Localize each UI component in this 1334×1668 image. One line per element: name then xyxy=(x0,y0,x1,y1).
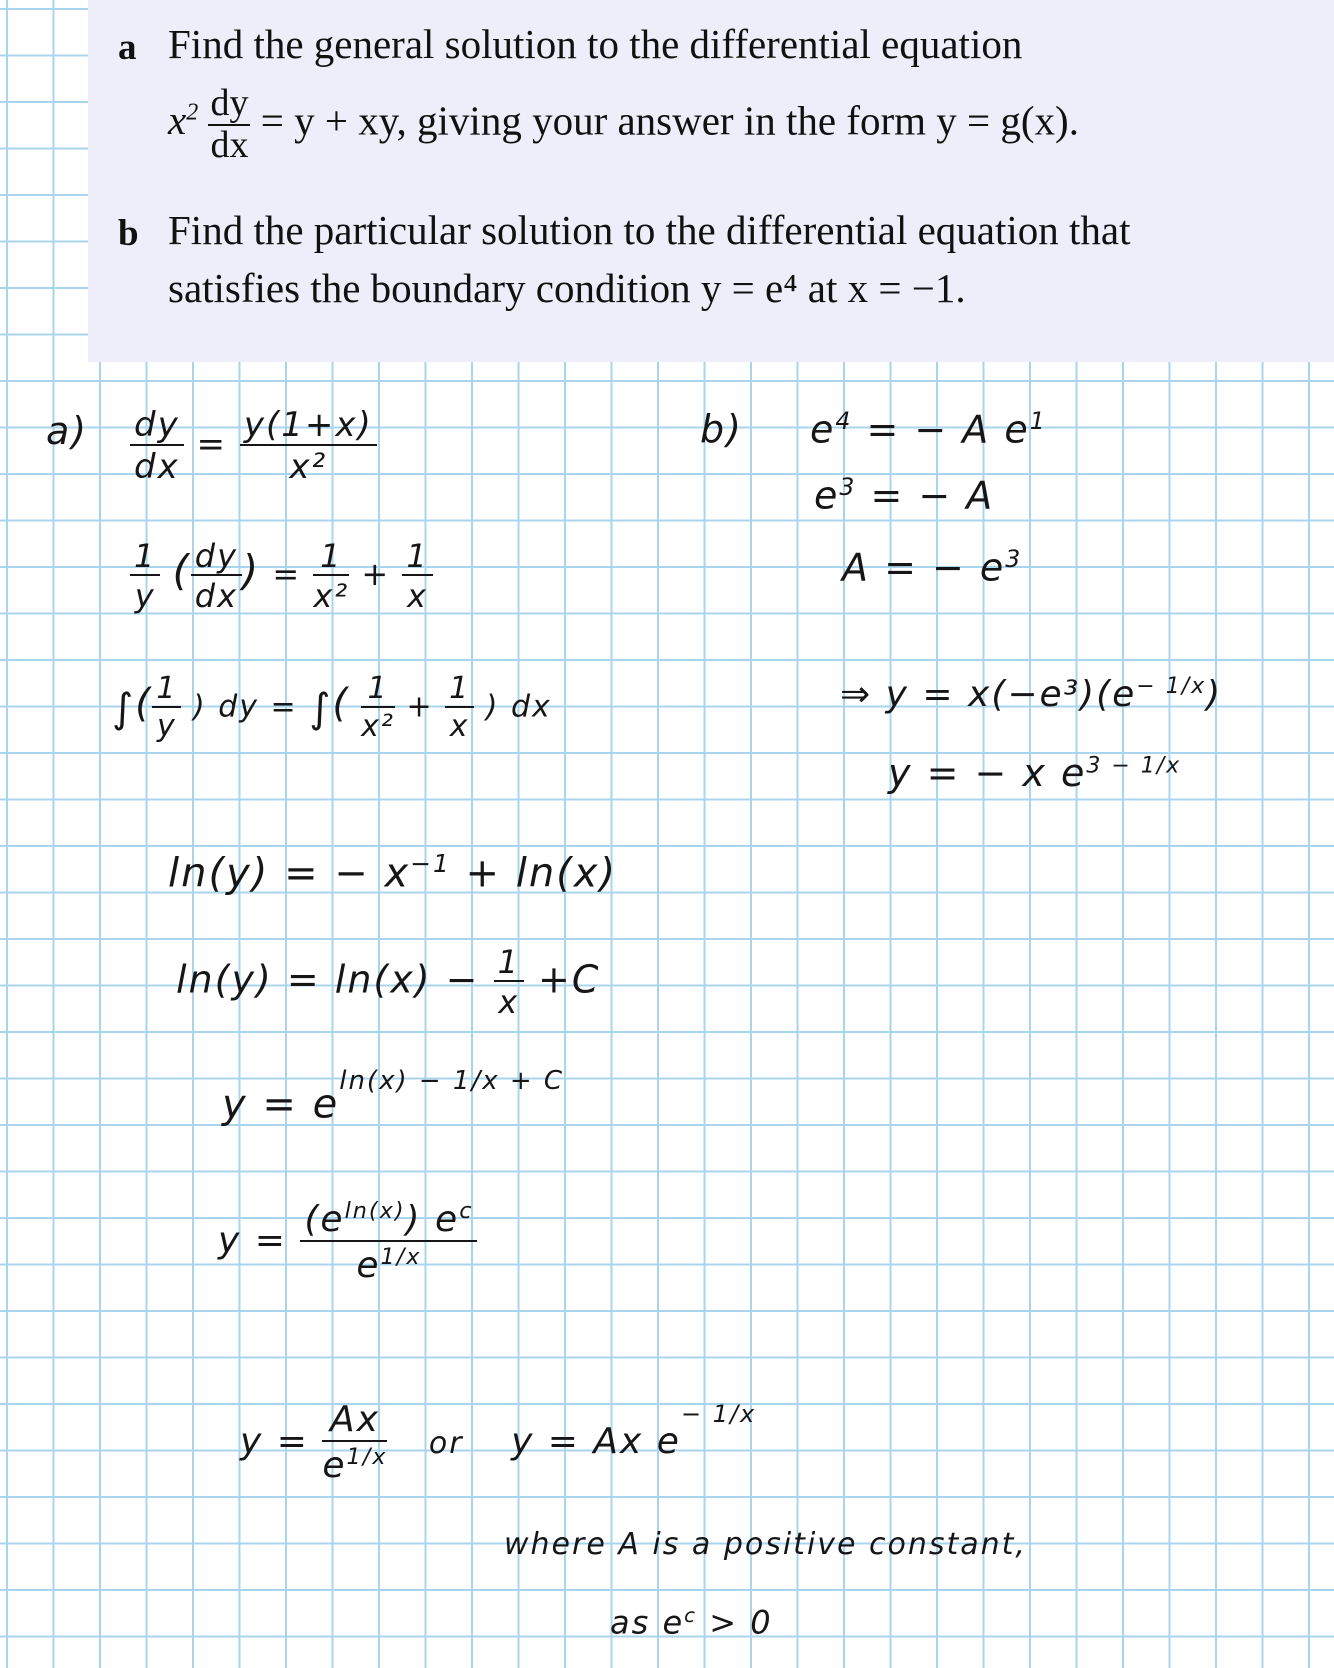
part-a-line1: Find the general solution to the differential equation xyxy=(168,21,1023,67)
work-a-label: a) xyxy=(46,409,89,453)
work-b-line3: A = − $e^3$ xyxy=(842,545,1023,590)
part-a-equation xyxy=(168,84,1079,166)
work-a-line2: $\frac{1}{y}$ ( $\frac{dy}{dx}$ ) = $\frac{1}{\text{x²}}$ + $\frac{1}{x}$ xyxy=(130,540,433,612)
part-b-line1: Find the particular solution to the differential equation that xyxy=(168,207,1131,253)
work-b-line1: $e^4$ = − A $e^1$ xyxy=(810,407,1047,452)
work-a-line4: ln(y) = − $x^{-1} + \ln(x)$ xyxy=(168,849,618,897)
question-panel xyxy=(88,0,1334,362)
part-b-letter: b xyxy=(118,213,139,254)
x-squared: $x^2$ xyxy=(168,97,199,144)
work-b-line5: y = − x $e^{3 - 1/x}$ xyxy=(888,751,1182,795)
part-a-line2-rest: = y + xy, giving your answer in the form y = g(x). xyxy=(260,97,1079,144)
work-a-line7: y = $\frac{(e^{ln(x)}) e^c}{e^{1/x}}$ xyxy=(218,1200,477,1284)
work-b-label: b) xyxy=(700,407,743,451)
dy-dx-fraction: $\frac{dy}{dx}$ xyxy=(210,82,249,166)
work-a-line6: $y = e^{ln(x) - 1/x + C}$ xyxy=(222,1066,565,1128)
work-a-line3: ∫( $\frac{1}{y}$ ) dy = ∫( $\frac{1}{\text{x²}}$ + $\frac{1}{x}$ ) dx xyxy=(112,671,552,744)
work-a-line8: y = $\frac{Ax}{e^{1/x}}$ or y = Ax $e^{- 1/x}$ xyxy=(240,1399,757,1486)
work-a-line1: $\frac{dy}{dx}$ = $\frac{y(1+x)}{\text{x²}}$ xyxy=(130,408,377,484)
work-b-line2: $e^3$ = − A xyxy=(814,473,995,518)
work-a-note2: as $e^c > 0$ xyxy=(610,1603,773,1642)
part-a-letter: a xyxy=(118,27,137,68)
work-b-line4: ⇒ $y = x(-e^3)(e^{- 1/x})$ xyxy=(840,674,1223,715)
part-b-line2: satisfies the boundary condition y = e⁴ at x = −1. xyxy=(168,265,966,311)
work-a-note1: where A is a positive constant, xyxy=(504,1527,1027,1562)
work-a-line5: ln(y) = ln(x) − $\frac{1}{x}$ +C xyxy=(176,943,601,1021)
